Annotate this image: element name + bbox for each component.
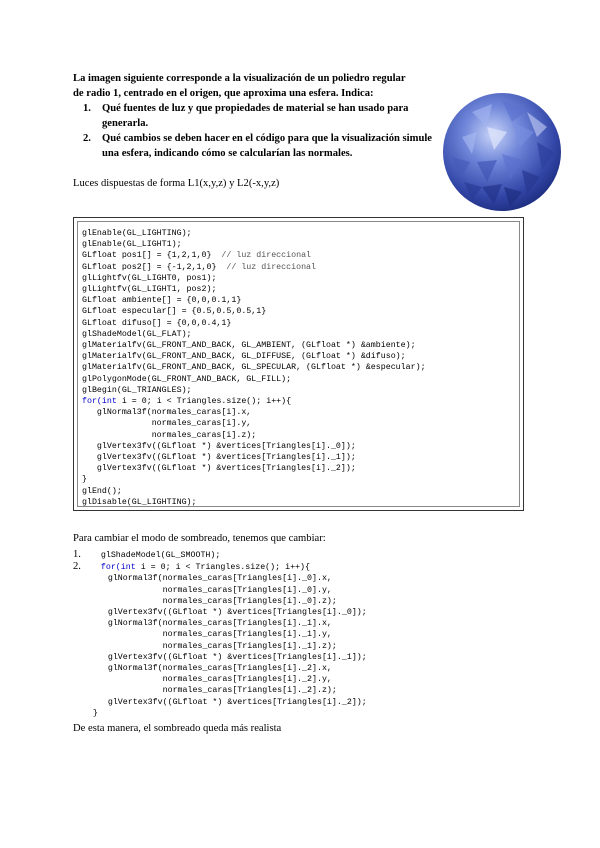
code-line: glNormal3f(normales_caras[i].x, xyxy=(82,408,252,418)
code-listing-box xyxy=(73,217,524,511)
faceted-sphere-image xyxy=(442,92,562,212)
code-line: glVertex3fv((GLfloat *) &vertices[Triangles[i]._1]); xyxy=(82,453,356,463)
code-line: normales_caras[Triangles[i]._0].z); xyxy=(73,596,337,606)
code-line: glEnd(); xyxy=(82,486,122,496)
list-number: 2. xyxy=(73,561,81,573)
code-line: glLightfv(GL_LIGHT1, pos2); xyxy=(82,285,217,295)
lights-description: Luces dispuestas de forma L1(x,y,z) y L2(-x,y,z) xyxy=(73,178,280,189)
code-comment: // luz direccional xyxy=(216,262,317,272)
list-number: 1. xyxy=(73,549,81,560)
code-line: glDisable(GL_LIGHTING); xyxy=(82,497,197,507)
code-line: normales_caras[Triangles[i]._2].z); xyxy=(73,686,337,696)
code-line: GLfloat pos2[] = {-1,2,1,0} // luz direccional xyxy=(82,262,317,272)
code-line: glShadeModel(GL_FLAT); xyxy=(82,329,192,339)
code-line: glNormal3f(normales_caras[Triangles[i]._2].x, xyxy=(73,664,332,674)
code-line: glVertex3fv((GLfloat *) &vertices[Triangles[i]._0]); xyxy=(73,608,367,618)
question-2-text: Qué cambios se deben hacer en el código para que la visualización simule una esfera, indicando cómo se calcularían las normales. xyxy=(102,133,432,159)
code-line: glNormal3f(normales_caras[Triangles[i]._0].x, xyxy=(73,574,332,584)
code-line: glPolygonMode(GL_FRONT_AND_BACK, GL_FILL); xyxy=(82,374,292,384)
code-line: for(int i = 0; i < Triangles.size(); i++){ xyxy=(82,397,292,407)
code-line: normales_caras[Triangles[i]._2].y, xyxy=(73,675,332,685)
code-line: normales_caras[Triangles[i]._1].y, xyxy=(73,630,332,640)
question-2 xyxy=(83,131,443,161)
code-line: glEnable(GL_LIGHT1); xyxy=(82,240,182,250)
code-line: glVertex3fv((GLfloat *) &vertices[Triangles[i]._2]); xyxy=(73,697,367,707)
code-line: glMaterialfv(GL_FRONT_AND_BACK, GL_DIFFUSE, (GLfloat *) &difuso); xyxy=(82,352,406,362)
question-1 xyxy=(83,101,443,131)
code-line: } xyxy=(82,475,87,485)
code-line: GLfloat ambiente[] = {0,0,0.1,1} xyxy=(82,296,242,306)
question-list xyxy=(73,101,443,161)
change-intro: Para cambiar el modo de sombreado, tenemos que cambiar: xyxy=(73,533,326,544)
question-1-text: Qué fuentes de luz y que propiedades de material se han usado para generarla. xyxy=(102,103,409,129)
code-line: GLfloat difuso[] = {0,0,0.4,1} xyxy=(82,318,232,328)
code-line: normales_caras[Triangles[i]._1].z); xyxy=(73,641,337,651)
intro-line-2: de radio 1, centrado en el origen, que aproxima una esfera. Indica: xyxy=(73,88,374,99)
code-comment: // luz direccional xyxy=(211,251,312,261)
code-line: glMaterialfv(GL_FRONT_AND_BACK, GL_SPECULAR, (GLfloat *) &especular); xyxy=(82,363,426,373)
code-line: glVertex3fv((GLfloat *) &vertices[Triangles[i]._0]); xyxy=(82,441,356,451)
question-block xyxy=(73,71,443,161)
code-line: glMaterialfv(GL_FRONT_AND_BACK, GL_AMBIENT, (GLfloat *) &ambiente); xyxy=(82,341,416,351)
code-keyword: for(int xyxy=(100,563,136,573)
code-line: glVertex3fv((GLfloat *) &vertices[Triangles[i]._1]); xyxy=(73,652,367,662)
solution-code: 1. glShadeModel(GL_SMOOTH); 2. for(int i = 0; i < Triangles.size(); i++){ glNormal3f(normales_caras[Triangles[i]._0].x, normales_caras[Triangles[i]._0].y, normales_caras[Triangles[i]._0].z); glVertex3fv((GLfloat *) &vertices[Triangles[i]._0]); glNormal3f(normales_caras[Triangles[i]._1].x, normales_caras[Triangles[i]._1].y, normales_caras[Triangles[i]._1].z); glVertex3fv((GLfloat *) &vertices[Triangles[i]._1]); glNormal3f(normales_caras[Triangles[i]._2].x, normales_caras[Triangles[i]._2].y, normales_caras[Triangles[i]._2].z); glVertex3fv((GLfloat *) &vertices[Triangles[i]._2]); } xyxy=(73,549,367,718)
code-line: GLfloat especular[] = {0.5,0.5,0.5,1} xyxy=(82,307,267,317)
code-line: glVertex3fv((GLfloat *) &vertices[Triangles[i]._2]); xyxy=(82,464,356,474)
conclusion: De esta manera, el sombreado queda más realista xyxy=(73,723,282,734)
code-line: } xyxy=(73,708,98,718)
code-line: glLightfv(GL_LIGHT0, pos1); xyxy=(82,273,217,283)
question-2-number: 2. xyxy=(83,133,91,144)
code-line: glNormal3f(normales_caras[Triangles[i]._1].x, xyxy=(73,619,332,629)
code-line: glBegin(GL_TRIANGLES); xyxy=(82,385,192,395)
code-line: glEnable(GL_LIGHTING); xyxy=(82,229,192,238)
code-keyword: for(int xyxy=(82,397,117,407)
code-listing xyxy=(82,228,426,508)
code-line: normales_caras[i].y, xyxy=(82,419,252,429)
code-line: normales_caras[i].z); xyxy=(82,430,257,440)
code-line: GLfloat pos1[] = {1,2,1,0} // luz direccional xyxy=(82,251,312,261)
question-1-number: 1. xyxy=(83,103,91,114)
intro-line-1: La imagen siguiente corresponde a la visualización de un poliedro regular xyxy=(73,73,406,84)
code-line: normales_caras[Triangles[i]._0].y, xyxy=(73,585,332,595)
